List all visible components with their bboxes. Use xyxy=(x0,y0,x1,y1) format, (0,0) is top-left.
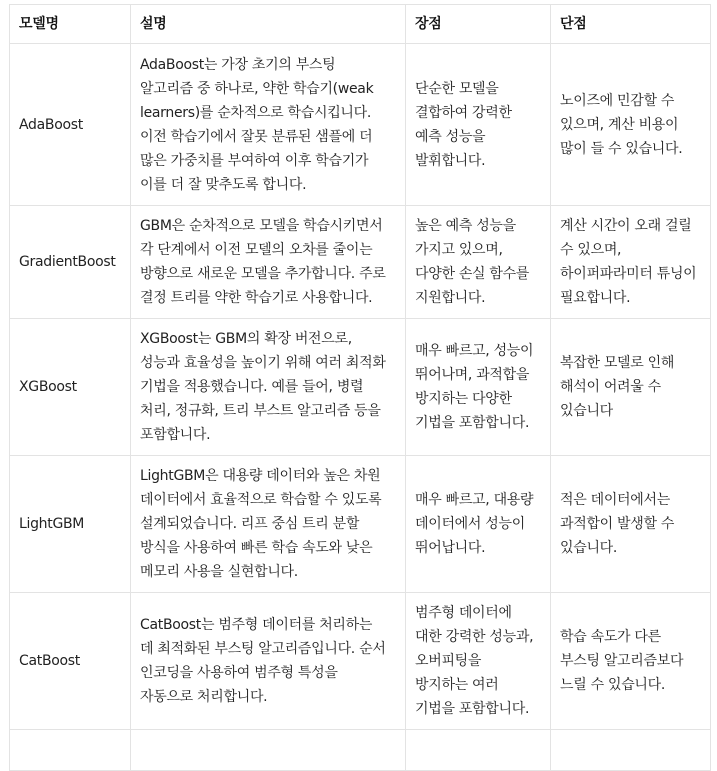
description-cell xyxy=(131,44,406,206)
cons-line: 느릴 수 있습니다. xyxy=(560,677,666,693)
empty-cell xyxy=(10,730,131,771)
pros-line: 지원합니다. xyxy=(415,290,486,306)
description-line: 자동으로 처리합니다. xyxy=(140,689,268,705)
pros-line: 예측 성능을 xyxy=(415,128,486,145)
description-line: 데이터에서 효율적으로 학습할 수 있도록 xyxy=(140,492,382,508)
table-row xyxy=(10,593,711,730)
pros-line: 대한 강력한 성능과, xyxy=(415,629,534,645)
description-line: 인코딩을 사용하여 범주형 특성을 xyxy=(140,665,338,681)
cons-line: 필요합니다. xyxy=(560,290,631,306)
description-line: 알고리즘 중 하나로, 약한 학습기(weak xyxy=(140,80,374,97)
cons-line: 과적합이 발생할 수 xyxy=(560,516,675,532)
table-row-partial xyxy=(10,730,711,771)
cons-cell xyxy=(551,319,711,456)
description-line: 메모리 사용을 실현합니다. xyxy=(140,564,298,580)
description-line: AdaBoost는 가장 초기의 부스팅 xyxy=(140,56,336,73)
cons-line: 있으며, 계산 비용이 xyxy=(560,116,679,133)
pros-cell xyxy=(406,44,551,206)
cons-line: 계산 시간이 오래 걸릴 xyxy=(560,218,692,234)
pros-line: 오버피팅을 xyxy=(415,653,482,669)
pros-cell xyxy=(406,206,551,319)
description-line: 데 최적화된 부스팅 알고리즘입니다. 순서 xyxy=(140,641,386,657)
pros-line: 매우 빠르고, 성능이 xyxy=(415,343,534,359)
pros-line: 발휘합니다. xyxy=(415,152,486,169)
description-cell xyxy=(131,593,406,730)
model-name: CatBoost xyxy=(10,593,131,730)
description-line: 방향으로 새로운 모델을 추가합니다. 주로 xyxy=(140,266,386,282)
cons-line: 노이즈에 민감할 수 xyxy=(560,92,675,109)
table-row xyxy=(10,44,711,206)
cons-cell xyxy=(551,456,711,593)
pros-line: 방지하는 다양한 xyxy=(415,391,512,407)
cons-cell xyxy=(551,593,711,730)
description-line: 많은 가중치를 부여하여 이후 학습기가 xyxy=(140,152,369,169)
pros-line: 가지고 있으며, xyxy=(415,242,503,258)
pros-line: 데이터에서 성능이 xyxy=(415,516,525,532)
pros-line: 단순한 모델을 xyxy=(415,80,499,97)
description-line: 처리, 정규화, 트리 부스트 알고리즘 등을 xyxy=(140,403,381,419)
description-cell xyxy=(131,319,406,456)
empty-cell xyxy=(406,730,551,771)
cons-line: 하이퍼파라미터 튜닝이 xyxy=(560,266,697,282)
cons-line: 있습니다 xyxy=(560,403,613,419)
pros-line: 방지하는 여러 xyxy=(415,677,499,693)
cons-line: 있습니다. xyxy=(560,540,618,556)
cons-line: 학습 속도가 다른 xyxy=(560,629,661,645)
description-line: 설계되었습니다. 리프 중심 트리 분할 xyxy=(140,516,360,532)
description-line: 결정 트리를 약한 학습기로 사용합니다. xyxy=(140,290,373,306)
pros-cell xyxy=(406,319,551,456)
pros-cell xyxy=(406,456,551,593)
cons-line: 해석이 어려울 수 xyxy=(560,379,661,395)
cons-line: 적은 데이터에서는 xyxy=(560,492,670,508)
header-pros: 장점 xyxy=(406,5,551,44)
description-line: CatBoost는 범주형 데이터를 처리하는 xyxy=(140,617,373,633)
header-cons: 단점 xyxy=(551,5,711,44)
pros-line: 뛰어나며, 과적합을 xyxy=(415,367,530,383)
table-row xyxy=(10,206,711,319)
description-line: 기법을 적용했습니다. 예를 들어, 병렬 xyxy=(140,379,364,395)
description-line: 성능과 효율성을 높이기 위해 여러 최적화 xyxy=(140,355,386,371)
pros-line: 다양한 손실 함수를 xyxy=(415,266,530,282)
model-name: XGBoost xyxy=(10,319,131,456)
model-name: AdaBoost xyxy=(10,44,131,206)
boosting-comparison-table xyxy=(9,4,711,771)
model-name: LightGBM xyxy=(10,456,131,593)
model-name: GradientBoost xyxy=(10,206,131,319)
description-line: GBM은 순차적으로 모델을 학습시키면서 xyxy=(140,218,383,234)
header-description: 설명 xyxy=(131,5,406,44)
empty-cell xyxy=(551,730,711,771)
cons-cell xyxy=(551,44,711,206)
pros-line: 매우 빠르고, 대용량 xyxy=(415,492,534,508)
description-cell xyxy=(131,456,406,593)
description-cell xyxy=(131,206,406,319)
pros-cell xyxy=(406,593,551,730)
pros-line: 결합하여 강력한 xyxy=(415,104,512,121)
cons-cell xyxy=(551,206,711,319)
pros-line: 기법을 포함합니다. xyxy=(415,701,530,717)
pros-line: 범주형 데이터에 xyxy=(415,605,512,621)
cons-line: 많이 들 수 있습니다. xyxy=(560,140,683,157)
pros-line: 기법을 포함합니다. xyxy=(415,415,530,431)
description-line: 방식을 사용하여 빠른 학습 속도와 낮은 xyxy=(140,540,373,556)
cons-line: 부스팅 알고리즘보다 xyxy=(560,653,684,669)
empty-cell xyxy=(131,730,406,771)
header-row xyxy=(10,5,711,44)
pros-line: 높은 예측 성능을 xyxy=(415,218,516,234)
description-line: learners)를 순차적으로 학습시킵니다. xyxy=(140,104,372,121)
description-line: 이전 학습기에서 잘못 분류된 샘플에 더 xyxy=(140,128,373,145)
cons-line: 수 있으며, xyxy=(560,242,622,258)
table-row xyxy=(10,319,711,456)
cons-line: 복잡한 모델로 인해 xyxy=(560,355,675,371)
description-line: 포함합니다. xyxy=(140,427,211,443)
description-line: 각 단계에서 이전 모델의 오차를 줄이는 xyxy=(140,242,373,258)
header-model: 모델명 xyxy=(10,5,131,44)
description-line: XGBoost는 GBM의 확장 버전으로, xyxy=(140,331,352,347)
table-row xyxy=(10,456,711,593)
description-line: 이를 더 잘 맞추도록 합니다. xyxy=(140,176,307,193)
description-line: LightGBM은 대용량 데이터와 높은 차원 xyxy=(140,468,381,484)
pros-line: 뛰어납니다. xyxy=(415,540,486,556)
